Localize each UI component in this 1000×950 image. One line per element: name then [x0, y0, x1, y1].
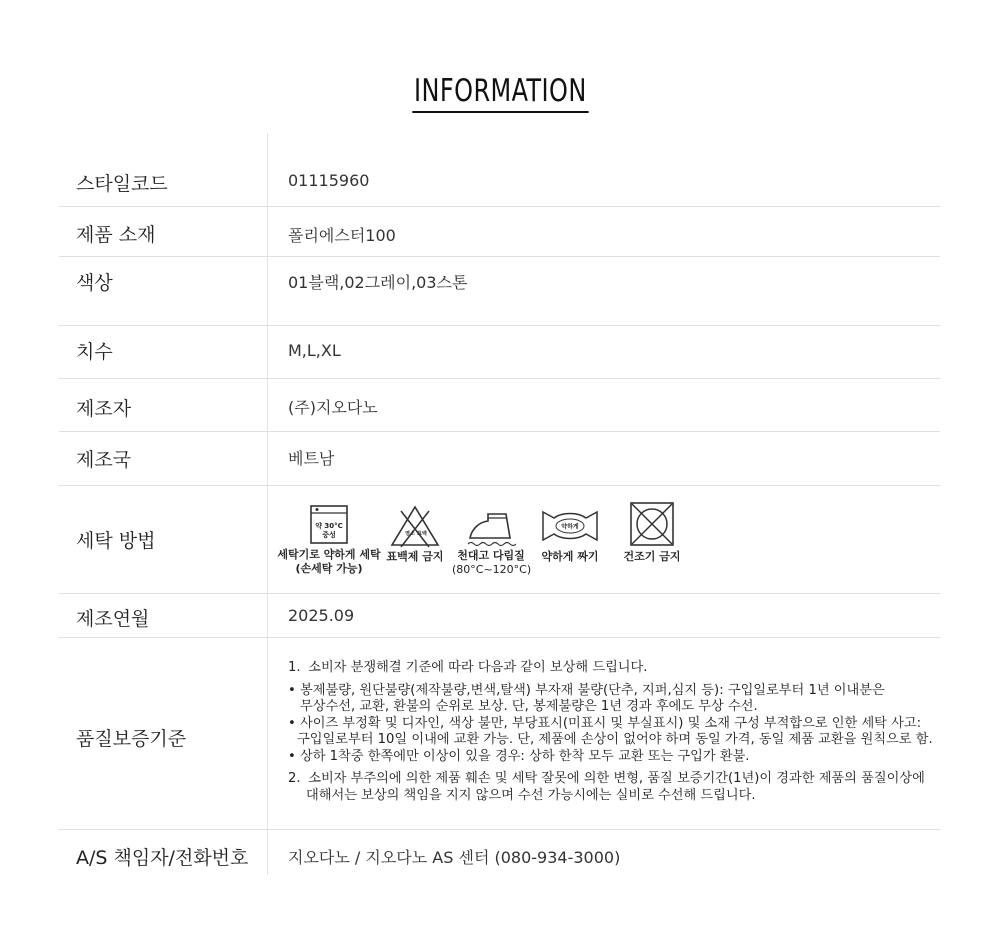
guarantee-bullet [288, 749, 938, 766]
row-label: 제조국 [76, 449, 132, 471]
care-caption: (80°C~120°C) [452, 563, 532, 576]
page-title-wrap [0, 73, 1000, 113]
guarantee-bullet [288, 683, 938, 700]
care-caption: 세탁기로 약하게 세탁 [277, 548, 381, 561]
table-row [59, 207, 940, 257]
row-label: 색상 [76, 272, 113, 294]
item-text-cont: 대해서는 보상의 책임을 지지 않으며 수선 가능시에는 실비로 수선해 드립니다. [306, 787, 756, 803]
svg-text:약하게: 약하게 [561, 523, 579, 531]
bullet-text-cont: 무상수선, 교환, 환불의 순위로 보상. 단, 봉제불량은 1년 경과 후에도 무상 수선. [300, 699, 758, 714]
care-item [277, 504, 381, 576]
care-caption: 천대고 다림질 [457, 549, 525, 562]
svg-text:표백: 표백 [417, 531, 427, 537]
row-value: 베트남 [288, 449, 335, 468]
bullet-dot: • [288, 682, 296, 698]
table-row [59, 326, 940, 379]
table-row [59, 432, 940, 486]
row-value: 폴리에스터100 [288, 226, 396, 245]
table-row-guarantee [59, 638, 940, 830]
bullet-dot: • [288, 748, 296, 764]
svg-text:약 30°C: 약 30°C [315, 522, 343, 530]
item-number: 1. [288, 660, 301, 675]
row-value: M,L,XL [288, 341, 341, 360]
svg-text:중성: 중성 [322, 531, 336, 539]
care-item [385, 504, 445, 564]
row-label: 제품 소재 [76, 224, 156, 246]
no-bleach-icon [389, 504, 441, 548]
care-caption: 표백제 금지 [386, 550, 444, 563]
page-title: INFORMATION [412, 73, 588, 113]
care-caption: (손세탁 가능) [295, 562, 363, 575]
row-label: 세탁 방법 [76, 530, 156, 552]
table-row [59, 830, 940, 875]
item-number: 2. [288, 771, 301, 786]
row-value: 2025.09 [288, 606, 355, 625]
row-label: 품질보증기준 [76, 728, 187, 750]
iron-icon [466, 504, 516, 548]
no-tumble-dry-icon [629, 501, 675, 548]
care-item [622, 501, 682, 564]
info-table [59, 133, 940, 875]
row-value: 지오다노 / 지오다노 AS 센터 (080-934-3000) [288, 848, 621, 867]
care-item [452, 504, 530, 577]
bullet-dot: • [288, 715, 296, 731]
row-label: 제조자 [76, 398, 132, 420]
care-icons [277, 504, 707, 586]
care-item [539, 504, 601, 564]
table-row [59, 379, 940, 432]
bullet-text-cont: 구입일로부터 10일 이내에 교환 가능. 단, 제품에 손상이 없어야 하며 동일 가격, 동일 제품 교환을 원칙으로 함. [297, 732, 933, 747]
row-value: (주)지오다노 [288, 398, 378, 417]
wash-tub-icon [309, 504, 349, 546]
row-label: 치수 [76, 341, 113, 363]
care-caption: 약하게 짜기 [541, 550, 599, 563]
guarantee-item [288, 771, 938, 788]
table-row [59, 594, 940, 638]
row-value: 01115960 [288, 171, 370, 190]
table-row [59, 133, 940, 207]
row-value: 01블랙,02그레이,03스톤 [288, 273, 468, 292]
row-label: 제조연월 [76, 608, 150, 630]
bullet-text: 사이즈 부정확 및 디자인, 색상 불만, 부당표시(미표시 및 부실표시) 및 소재 구성 부적합으로 인한 세탁 사고: [300, 715, 922, 731]
guarantee-text [288, 660, 938, 804]
bullet-text: 봉제불량, 원단불량(제작불량,변색,탈색) 부자재 불량(단추, 지퍼,심지 등): 구입일로부터 1년 이내분은 [300, 682, 885, 698]
care-caption: 건조기 금지 [623, 550, 681, 563]
guarantee-bullet [288, 716, 938, 733]
wring-gently-icon [540, 504, 600, 548]
table-row [59, 257, 940, 326]
guarantee-item [288, 660, 938, 677]
svg-text:염소: 염소 [405, 531, 415, 537]
row-label: 스타일코드 [76, 173, 168, 195]
bullet-text: 상하 1착중 한쪽에만 이상이 있을 경우: 상하 한착 모두 교환 또는 구입가 환불. [300, 748, 750, 764]
item-text: 소비자 부주의에 의한 제품 훼손 및 세탁 잘못에 의한 변형, 품질 보증기간(1년)이 경과한 제품의 품질이상에 [308, 771, 925, 786]
row-label: A/S 책임자/전화번호 [76, 847, 249, 869]
table-row-care [59, 486, 940, 594]
item-text: 소비자 분쟁해결 기준에 따라 다음과 같이 보상해 드립니다. [308, 660, 648, 675]
